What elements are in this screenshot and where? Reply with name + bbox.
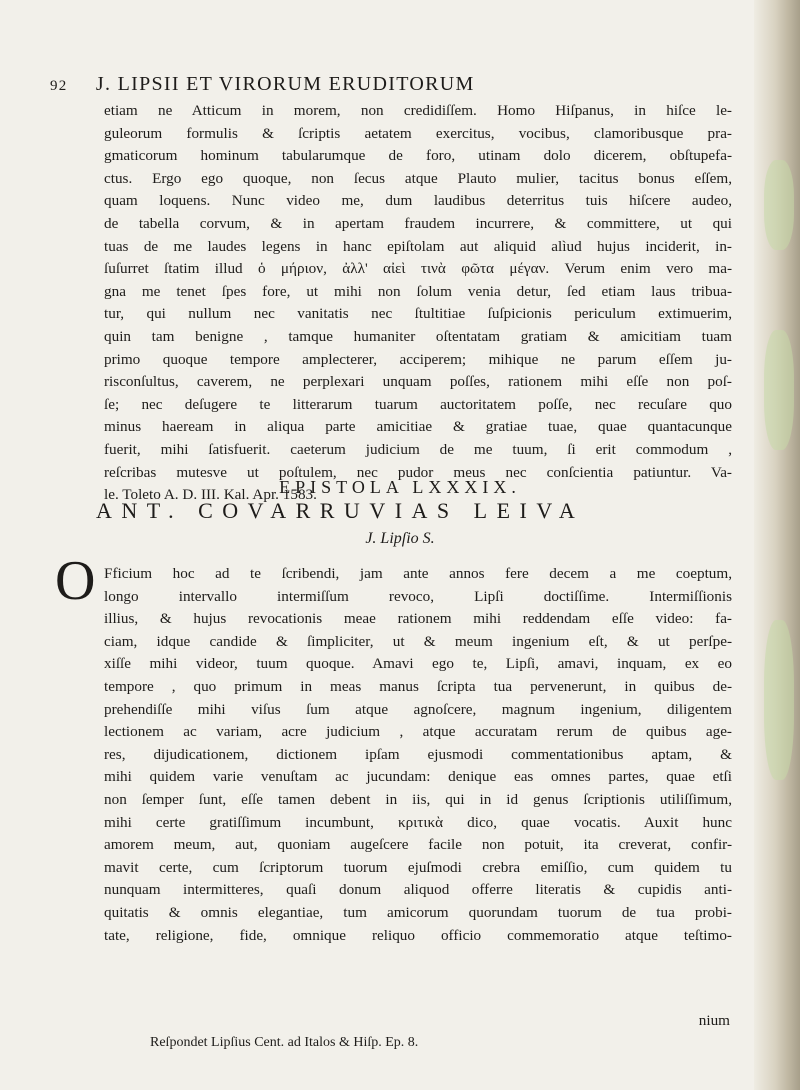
text-line: quam loquens. Nunc video me, dum laudibus deterritus tuis hiſcere audeo,: [104, 192, 732, 210]
text-line: risconſultus, caverem, ne perplexari unquam poſſes, rationem mihi eſſe non poſ-: [104, 373, 732, 391]
text-line: etiam ne Atticum in morem, non credidiſſem. Homo Hiſpanus, in hiſce le-: [104, 102, 732, 119]
text-line: primo quoque tempore amplecterer, acciperem; mihique ne parum eſſem ju-: [104, 350, 732, 368]
text-line: quin tam benigne , tamque humaniter oſtentatam gratiam & amicitiam tuam: [104, 327, 732, 345]
text-line: de tabella corvum, & in apertam fraudem incurrere, & committere, ut qui: [104, 214, 732, 232]
footer-note: Reſpondet Lipſius Cent. ad Italos & Hiſp. Ep. 8.: [150, 1035, 419, 1050]
text-line: le. Toleto A. D. III. Kal. Apr. 1583.: [104, 486, 317, 504]
text-line: gna me tenet ſpes fore, ut mihi non ſolum venia detur, ſed etiam laus tribua-: [104, 282, 732, 300]
text-line: mavit certe, cum ſcriptorum tuorum ejuſmodi crebra emiſſio, cum quidem tu: [104, 858, 732, 876]
text-line: Fficium hoc ad te ſcribendi, jam ante annos fere decem a me coeptum,: [104, 565, 732, 582]
text-line: tur, qui nullum nec vanitatis nec ſtultitiae ſuſpicionis periculum extimuerim,: [104, 305, 732, 323]
letter-body-current: [104, 563, 732, 947]
page-stain: [764, 160, 794, 250]
text-line: fuerit, mihi ſatisfuerit. caeterum judicium de me tuum, ſi erit commodum ,: [104, 440, 732, 458]
text-line: nunquam intermitteres, quaſi donum aliquod offerre literatis & cupidis anti-: [104, 881, 732, 899]
text-line: longo intervallo intermiſſum revoco, Lipſi doctiſſime. Intermiſſionis: [104, 587, 732, 605]
text-line: gmaticorum hominum tabularumque de foro, utinam dolo dicerem, obſtupefa-: [104, 147, 732, 165]
text-line: illius, & hujus revocationis meae rationem mihi reddendam eſſe video: fa-: [104, 610, 732, 628]
running-title: J. LIPSII ET VIRORUM ERUDITORUM: [95, 73, 475, 95]
page-number: 92: [50, 78, 68, 94]
text-line: minus haeream in aliqua parte amicitiae & gratiae tuae, quae quantacunque: [104, 418, 732, 436]
epistola-title: EPISTOLA LXXXIX.: [279, 477, 521, 497]
catchword: nium: [698, 1012, 730, 1029]
text-line: ſe; nec deſugere te litterarum tuarum auctoritatem poſſe, nec recuſare quo: [104, 395, 732, 413]
text-line: mihi certe gratiſſimum incumbunt, κριτικὰ dico, quae vocatis. Auxit hunc: [104, 813, 732, 831]
text-line: tempore , quo primum in meas manus ſcripta tua pervenerunt, in quibus de-: [104, 677, 732, 695]
text-line: ctus. Ergo ego quoque, non ſecus atque Plauto mulier, tacitus bonus eſſem,: [104, 169, 732, 187]
text-line: lectionem ac variam, acre judicium , atque accuratam rerum de quibus age-: [104, 723, 732, 741]
text-line: ſuſurret ſtatim illud ὁ μήριον, ἀλλ' αἰεὶ τινὰ φῶτα μέγαν. Verum enim vero ma-: [104, 260, 732, 278]
page-stain: [764, 330, 794, 450]
text-line: prehendiſſe mihi viſus ſum atque agnoſcere, magnum ingenium, diligentem: [104, 700, 732, 718]
text-line: xiſſe mihi videor, tuum quoque. Amavi ego te, Lipſi, amavi, inquam, ex eo: [104, 655, 732, 673]
text-line: quitatis & omnis elegantiae, tum amicorum quorundam tuorum de tua probi-: [104, 903, 732, 921]
salutation: J. Lipſio S.: [365, 530, 435, 547]
text-line: reſcribas mutesve ut poſtulem, nec pudor meus nec conſcientia patiuntur. Va-: [104, 463, 732, 481]
text-line: ciam, idque candide & ſimpliciter, ut & meum ingenium eſt, & ut perſpe-: [104, 632, 732, 650]
author-heading: ANT. COVARRUVIAS LEIVA: [96, 498, 585, 523]
text-line: amorem meum, aut, quoniam augeſcere facile non potuit, ita creverat, confir-: [104, 836, 732, 854]
text-line: tate, religione, fide, omnique reliquo officio commemoratio atque teſtimo-: [104, 926, 732, 944]
page-stain: [764, 620, 794, 780]
text-line: tuas de me laudes legens in hanc epiſtolam aut aliquid alìud hujus inciderit, in-: [104, 237, 732, 255]
letter-body-previous: [104, 100, 732, 507]
text-line: non ſemper ſunt, eſſe tamen debent in iis, qui in id genus ſcriptionis utiliſſimum,: [104, 790, 732, 808]
drop-cap: O: [55, 550, 96, 612]
text-line: mihi quidem varie venuſtam ac jucundam: denique eas omnes partes, quae etſi: [104, 768, 732, 786]
text-line: guleorum formulis & ſcriptis aetatem exercitus, vocibus, clamoribusque pra-: [104, 124, 732, 142]
running-header: [50, 73, 730, 99]
text-line: res, dijudicationem, dictionem ipſam ejusmodi commentationibus aptam, &: [104, 745, 732, 763]
